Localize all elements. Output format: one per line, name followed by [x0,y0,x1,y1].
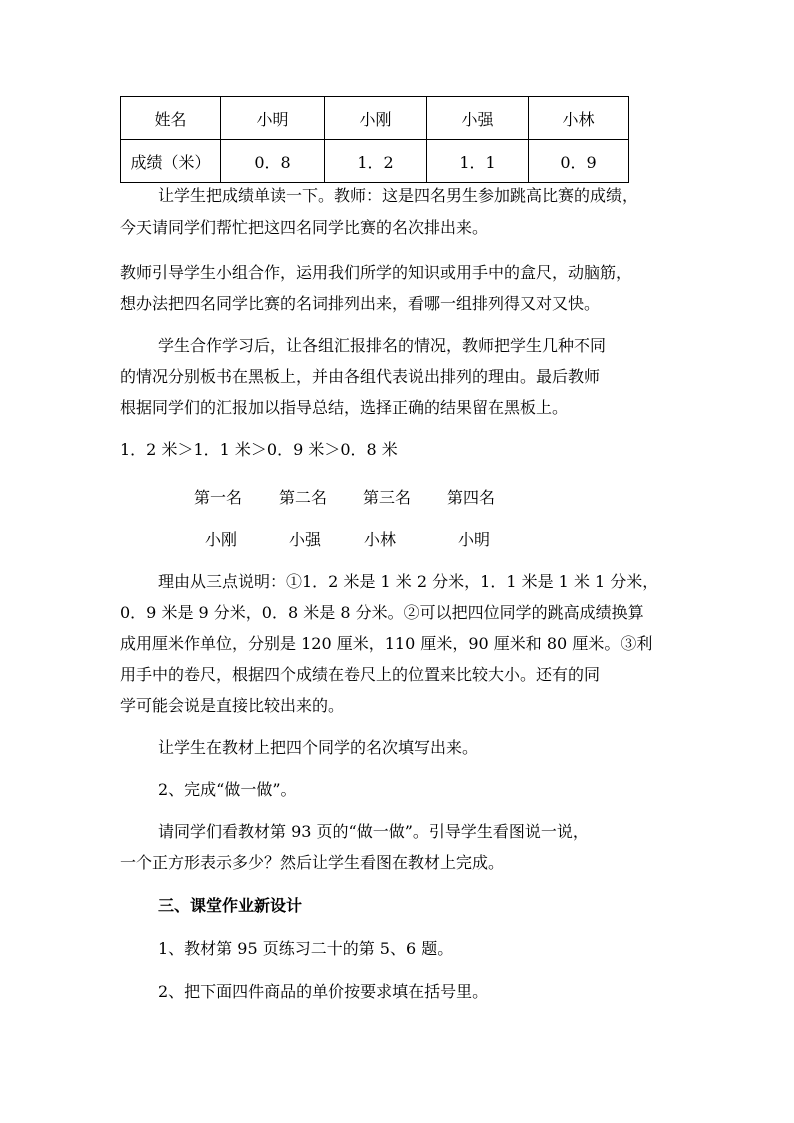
rank-name: 小强 [289,530,322,549]
score-table [120,96,629,183]
rank-name: 小林 [364,530,397,549]
paragraph-line: 1、教材第 95 页练习二十的第 5、6 题。 [158,939,454,958]
paragraph-line: 成用厘米作单位，分别是 120 厘米，110 厘米，90 厘米和 80 厘米。③利 [120,634,653,653]
table-cell: 1．2 [325,140,427,183]
section-heading: 三、课堂作业新设计 [158,896,303,915]
paragraph-line: 2、把下面四件商品的单价按要求填在括号里。 [158,982,489,1001]
paragraph-line: 用手中的卷尺，根据四个成绩在卷尺上的位置来比较大小。还有的同 [120,665,601,684]
table-cell: 0．8 [221,140,325,183]
table-header-row [121,97,629,140]
table-cell: 成绩（米） [121,140,221,183]
table-cell: 1．1 [427,140,529,183]
table-cell: 小林 [529,97,629,140]
table-cell: 0．9 [529,140,629,183]
paragraph-line: 的情况分别板书在黑板上，并由各组代表说出排列的理由。最后教师 [120,367,601,386]
rank-label: 第一名 [194,488,243,507]
paragraph-line: 理由从三点说明：①1．2 米是 1 米 2 分米，1．1 米是 1 米 1 分米， [158,572,659,591]
rank-name: 小刚 [205,530,238,549]
table-row [121,140,629,183]
table-cell: 小明 [221,97,325,140]
paragraph-line: 今天请同学们帮忙把这四名同学比赛的名次排出来。 [120,218,489,237]
ordering-line: 1．2 米＞1．1 米＞0．9 米＞0．8 米 [120,440,398,459]
rank-label: 第二名 [279,488,328,507]
paragraph-line: 让学生把成绩单读一下。教师：这是四名男生参加跳高比赛的成绩， [158,186,639,205]
paragraph-line: 学可能会说是直接比较出来的。 [120,696,345,715]
rank-label: 第三名 [363,488,412,507]
table-cell: 小刚 [325,97,427,140]
paragraph-line: 0．9 米是 9 分米，0．8 米是 8 分米。②可以把四位同学的跳高成绩换算 [120,603,644,622]
paragraph-line: 学生合作学习后，让各组汇报排名的情况，教师把学生几种不同 [158,336,607,355]
table-cell: 姓名 [121,97,221,140]
rank-name: 小明 [458,530,491,549]
paragraph-line: 一个正方形表示多少？然后让学生看图在教材上完成。 [120,853,505,872]
paragraph-line: 根据同学们的汇报加以指导总结，选择正确的结果留在黑板上。 [120,398,569,417]
paragraph-line: 教师引导学生小组合作，运用我们所学的知识或用手中的盒尺，动脑筋， [120,263,633,282]
rank-label: 第四名 [447,488,496,507]
paragraph-line: 让学生在教材上把四个同学的名次填写出来。 [158,738,479,757]
paragraph-line: 请同学们看教材第 93 页的“做一做”。引导学生看图说一说， [158,822,589,841]
paragraph-line: 2、完成“做一做”。 [158,780,297,799]
table-cell: 小强 [427,97,529,140]
paragraph-line: 想办法把四名同学比赛的名词排列出来，看哪一组排列得又对又快。 [120,294,601,313]
